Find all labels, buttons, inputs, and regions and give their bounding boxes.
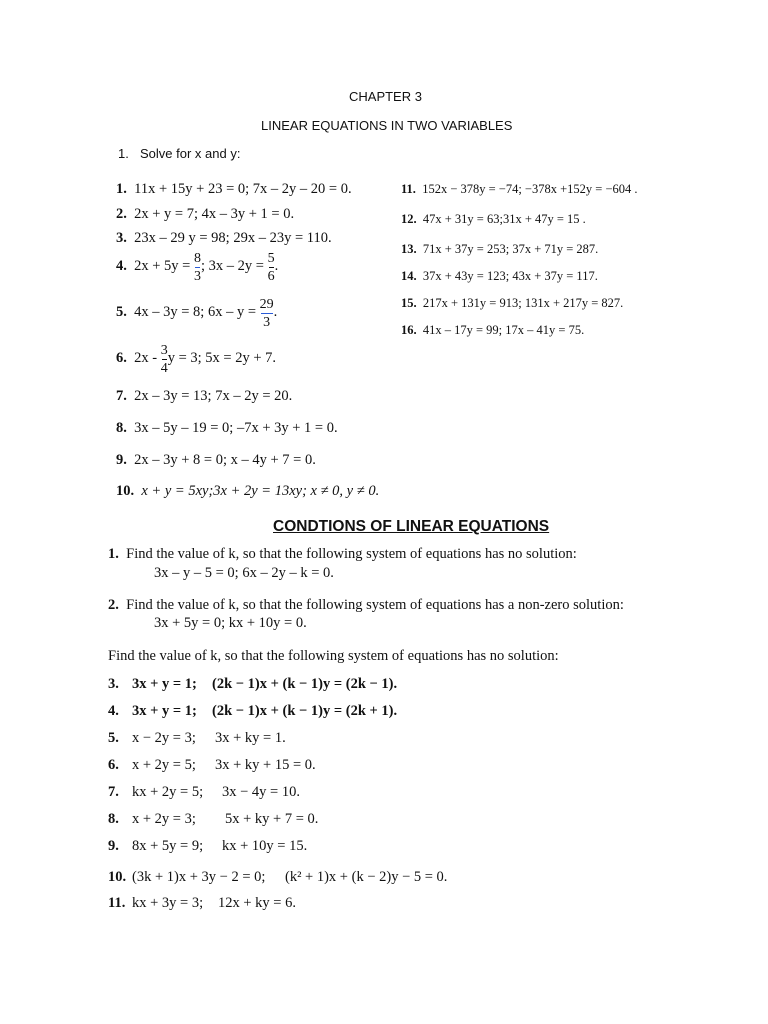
item-equation-b: kx + 10y = 15.	[222, 838, 308, 854]
equation-part: 4x – 3y = 8; 6x – y =	[134, 303, 260, 320]
item-number: 5.	[108, 730, 119, 746]
equation-part: y = 3; 5x = 2y + 7.	[167, 349, 277, 366]
problem-8	[116, 420, 338, 437]
fraction-numerator: 5	[267, 251, 275, 266]
condition-question-1-equation: 3x – y – 5 = 0; 6x – 2y – k = 0.	[154, 565, 334, 581]
problem-equation: 217x + 131y = 913; 131x + 217y = 827.	[422, 296, 624, 310]
problem-number: 12.	[401, 212, 417, 226]
item-number: 8.	[108, 811, 119, 827]
item-equation-b: 5x + ky + 7 = 0.	[225, 811, 319, 827]
fraction	[260, 296, 274, 331]
problem-16	[401, 323, 584, 338]
fraction-numerator: 8	[193, 251, 201, 266]
problem-number: 10.	[116, 483, 135, 499]
condition-question-2-equation: 3x + 5y = 0; kx + 10y = 0.	[154, 615, 307, 631]
problem-14	[401, 269, 598, 284]
problem-number: 16.	[401, 323, 417, 337]
problem-12	[401, 212, 586, 227]
item-equation-a: 8x + 5y = 9;	[132, 838, 204, 854]
problem-equation: 152x − 378y = −74; −378x +152y = −604 .	[422, 182, 638, 196]
item-equation-b: 3x − 4y = 10.	[222, 784, 300, 800]
problem-9	[116, 452, 316, 469]
condition-item-3	[108, 676, 119, 693]
question-text: Find the value of k, so that the following system of equations has no solution:	[126, 546, 577, 562]
condition-intro: Find the value of k, so that the following system of equations has no solution:	[108, 648, 559, 664]
problem-equation: 23x – 29 y = 98; 29x – 23y = 110.	[134, 230, 332, 246]
item-equation-a: 3x + y = 1;	[132, 703, 197, 719]
item-equation-b: (2k − 1)x + (k − 1)y = (2k − 1).	[212, 676, 398, 692]
fraction-numerator: 3	[160, 343, 168, 358]
problem-equation: 11x + 15y + 23 = 0; 7x – 2y – 20 = 0.	[134, 181, 352, 197]
problem-number: 5.	[116, 303, 127, 320]
problem-number: 15.	[401, 296, 417, 310]
problem-number: 13.	[401, 242, 417, 256]
condition-question-2	[108, 597, 624, 614]
problem-equation: 71x + 37y = 253; 37x + 71y = 287.	[422, 242, 599, 256]
problem-number: 1.	[116, 181, 127, 197]
problem-7	[116, 388, 292, 405]
instruction-text: Solve for x and y:	[140, 146, 241, 161]
fraction-denominator: 3	[193, 269, 201, 284]
problem-equation: 37x + 43y = 123; 43x + 37y = 117.	[422, 269, 598, 283]
equation-part: .	[273, 303, 278, 320]
problem-number: 3.	[116, 230, 127, 246]
problem-number: 6.	[116, 349, 127, 366]
problem-2	[116, 206, 294, 223]
problem-equation: 2x + y = 7; 4x – 3y + 1 = 0.	[134, 206, 295, 222]
condition-item-8	[108, 811, 119, 828]
problem-15	[401, 296, 623, 311]
chapter-label: CHAPTER 3	[349, 89, 422, 104]
problem-equation: 41x – 17y = 99; 17x – 41y = 75.	[422, 323, 585, 337]
item-equation-a: x + 2y = 5;	[132, 757, 196, 773]
condition-item-11	[108, 895, 125, 912]
problem-10	[116, 483, 379, 500]
condition-question-1	[108, 546, 577, 563]
item-equation-b: 3x + ky + 15 = 0.	[215, 757, 316, 773]
equation-part: 2x + 5y =	[134, 257, 194, 274]
equation-part: ; 3x – 2y =	[200, 257, 268, 274]
question-number: 2.	[108, 597, 119, 613]
chapter-title: LINEAR EQUATIONS IN TWO VARIABLES	[261, 118, 513, 133]
instruction-number: 1.	[118, 146, 129, 161]
section-heading: CONDTIONS OF LINEAR EQUATIONS	[273, 518, 550, 535]
item-number: 10.	[108, 869, 127, 885]
problem-13	[401, 242, 598, 257]
condition-item-5	[108, 730, 119, 747]
item-equation-a: x − 2y = 3;	[132, 730, 196, 746]
problem-number: 14.	[401, 269, 417, 283]
fraction	[194, 250, 201, 285]
item-equation-a: kx + 2y = 5;	[132, 784, 204, 800]
problem-number: 7.	[116, 388, 127, 404]
condition-item-10	[108, 869, 126, 886]
item-equation-b: (2k − 1)x + (k − 1)y = (2k + 1).	[212, 703, 398, 719]
problem-equation: 2x – 3y + 8 = 0; x – 4y + 7 = 0.	[134, 452, 316, 468]
question-text: Find the value of k, so that the following system of equations has a non-zero solution:	[126, 597, 624, 613]
problem-equation: 47x + 31y = 63;31x + 47y = 15 .	[422, 212, 586, 226]
problem-number: 4.	[116, 257, 127, 274]
fraction-denominator: 4	[160, 361, 168, 376]
problem-11	[401, 182, 638, 197]
item-equation-a: 3x + y = 1;	[132, 676, 197, 692]
problem-number: 2.	[116, 206, 127, 222]
fraction	[161, 342, 168, 377]
fraction-denominator: 3	[263, 315, 271, 330]
problem-6	[116, 341, 276, 376]
item-equation-b: 3x + ky = 1.	[215, 730, 286, 746]
problem-number: 8.	[116, 420, 127, 436]
item-number: 6.	[108, 757, 119, 773]
problem-3	[116, 230, 332, 247]
problem-equation: 3x – 5y – 19 = 0; –7x + 3y + 1 = 0.	[134, 420, 338, 436]
item-number: 3.	[108, 676, 119, 692]
fraction-numerator: 29	[259, 297, 274, 312]
fraction	[268, 250, 275, 285]
problem-4	[116, 249, 278, 284]
problem-equation: x + y = 5xy;3x + 2y = 13xy; x ≠ 0, y ≠ 0.	[141, 483, 380, 499]
condition-item-6	[108, 757, 119, 774]
equation-part: 2x -	[134, 349, 161, 366]
condition-item-4	[108, 703, 119, 720]
problem-equation: 2x – 3y = 13; 7x – 2y = 20.	[134, 388, 293, 404]
item-number: 11.	[108, 895, 126, 911]
item-number: 7.	[108, 784, 119, 800]
item-equation-b: (k² + 1)x + (k − 2)y − 5 = 0.	[285, 869, 448, 885]
fraction-denominator: 6	[267, 269, 275, 284]
problem-1	[116, 181, 352, 198]
condition-item-7	[108, 784, 119, 801]
equation-part: .	[274, 257, 279, 274]
problem-number: 9.	[116, 452, 127, 468]
problem-5	[116, 295, 277, 330]
condition-item-9	[108, 838, 119, 855]
item-number: 4.	[108, 703, 119, 719]
item-equation-a: x + 2y = 3;	[132, 811, 196, 827]
item-number: 9.	[108, 838, 119, 854]
item-equation-b: 12x + ky = 6.	[218, 895, 296, 911]
question-number: 1.	[108, 546, 119, 562]
item-equation-a: kx + 3y = 3;	[132, 895, 204, 911]
problem-number: 11.	[401, 182, 416, 196]
item-equation-a: (3k + 1)x + 3y − 2 = 0;	[132, 869, 266, 885]
